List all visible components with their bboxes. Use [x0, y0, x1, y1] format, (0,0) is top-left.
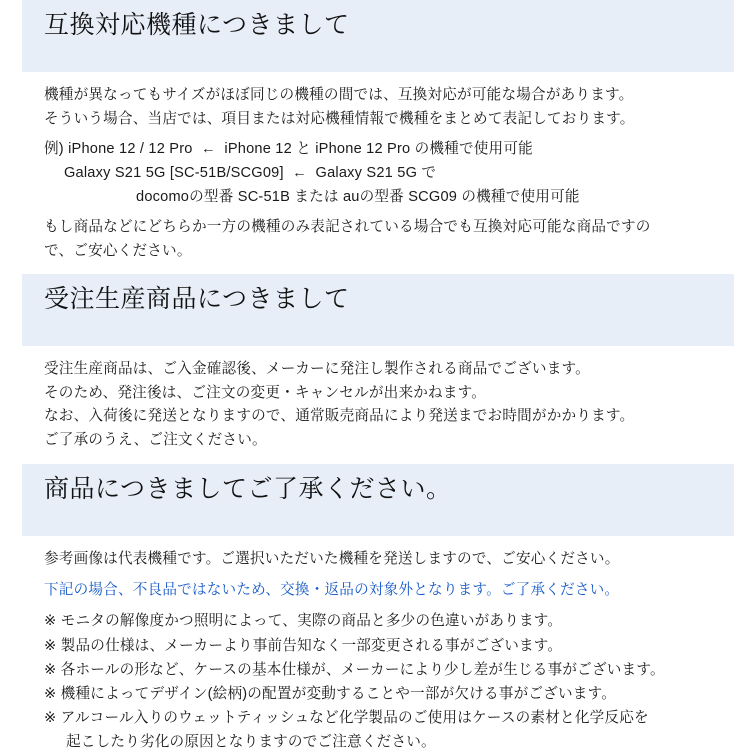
- note-item: ※ 製品の仕様は、メーカーより事前告知なく一部変更される事がございます。: [44, 637, 563, 654]
- section-title: 商品につきましてご了承ください。: [44, 475, 452, 503]
- closing-line: で、ご安心ください。: [44, 242, 192, 259]
- section-body-compatibility: [22, 72, 734, 263]
- section-compatibility: [0, 0, 756, 263]
- paragraph-line: ご了承のうえ、ご注文ください。: [44, 431, 267, 448]
- example-line: Galaxy S21 5G [SC-51B/SCG09] ← Galaxy S21 5G で: [64, 164, 437, 181]
- note-item-continuation: 起こしたり劣化の原因となりますのでご注意ください。: [66, 734, 436, 751]
- note-item: ※ モニタの解像度かつ照明によって、実際の商品と多少の色違いがあります。: [44, 613, 563, 630]
- note-item: ※ アルコール入りのウェットティッシュなど化学製品のご使用はケースの素材と化学反応を: [44, 710, 649, 727]
- note-item: ※ 各ホールの形など、ケースの基本仕様が、メーカーにより少し差が生じる事がございます。: [44, 661, 665, 678]
- section-title: 受注生産商品につきまして: [44, 285, 350, 313]
- note-item: ※ 機種によってデザイン(絵柄)の配置が変動することや一部が欠ける事がございます。: [44, 685, 616, 702]
- highlight-text: 下記の場合、不良品ではないため、交換・返品の対象外となります。ご了承ください。: [44, 581, 620, 598]
- section-made-to-order: [0, 274, 756, 453]
- header-band: [22, 0, 734, 72]
- example-line: 例) iPhone 12 / 12 Pro ← iPhone 12 と iPhone 12 Pro の機種で使用可能: [44, 141, 533, 158]
- section-header-product-disclaimer: [22, 464, 734, 536]
- section-title: 互換対応機種につきまして: [44, 11, 350, 39]
- section-body-product-disclaimer: [22, 536, 734, 755]
- section-body-made-to-order: [22, 346, 734, 453]
- paragraph-line: なお、入荷後に発送となりますので、通常販売商品により発送までお時間がかかります。: [44, 408, 635, 425]
- closing-line: もし商品などにどちらか一方の機種のみ表記されている場合でも互換対応可能な商品ですの: [44, 219, 651, 236]
- header-band: [22, 464, 734, 536]
- example-line: docomoの型番 SC-51B または auの型番 SCG09 の機種で使用可能: [136, 188, 580, 205]
- lead-text: 参考画像は代表機種です。ご選択いただいた機種を発送しますので、ご安心ください。: [44, 551, 620, 567]
- section-product-disclaimer: [0, 464, 756, 755]
- paragraph-line: そのため、発注後は、ご注文の変更・キャンセルが出来かねます。: [44, 384, 487, 401]
- section-header-made-to-order: [22, 274, 734, 346]
- paragraph-line: 受注生産商品は、ご入金確認後、メーカーに発注し製作される商品でございます。: [44, 361, 590, 377]
- paragraph-line: そういう場合、当店では、項目または対応機種情報で機種をまとめて表記しております。: [44, 110, 635, 127]
- section-header-compatibility: [22, 0, 734, 72]
- paragraph-line: 機種が異なってもサイズがほぼ同じの機種の間では、互換対応が可能な場合があります。: [44, 87, 634, 103]
- header-band: [22, 274, 734, 346]
